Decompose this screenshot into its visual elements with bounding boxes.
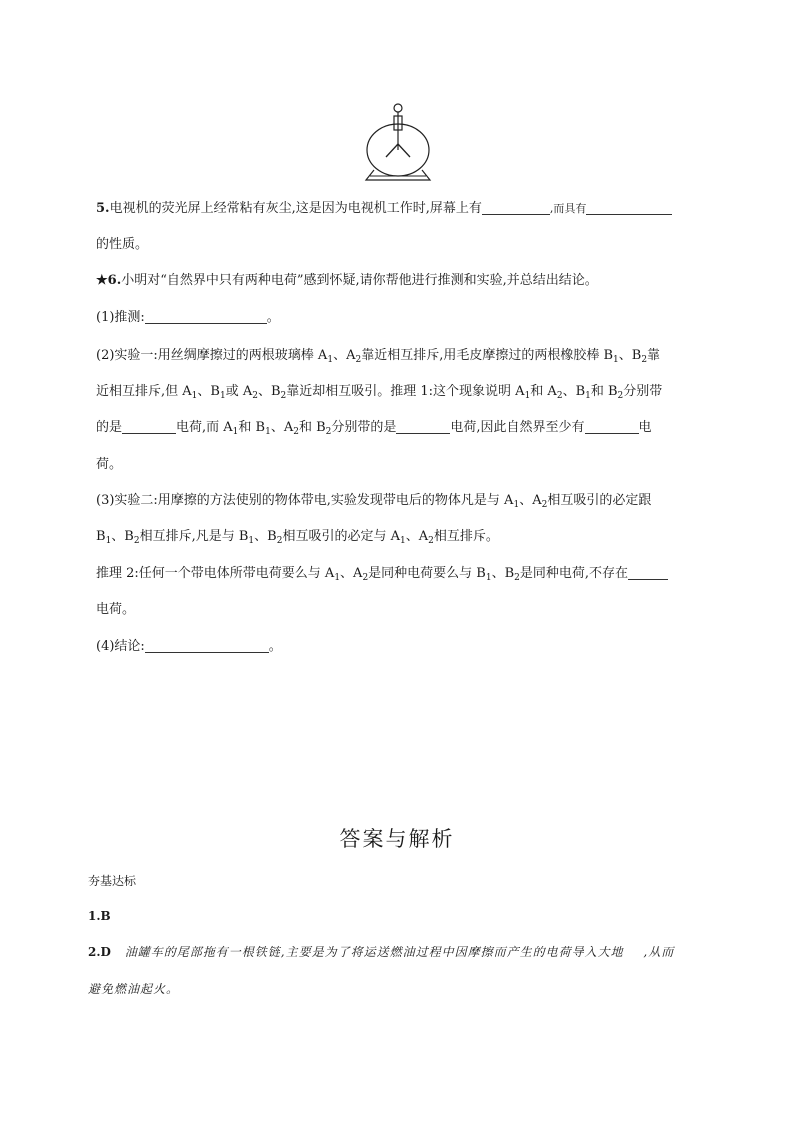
answers-section-label: 夯基达标 bbox=[88, 874, 137, 888]
q6-inference2-line1 bbox=[96, 564, 668, 584]
q6-p2-l3h: 电 bbox=[638, 420, 652, 435]
sub: 1 bbox=[232, 427, 239, 437]
q6-p4-label: (4)结论: bbox=[96, 639, 145, 654]
q6-inf2-a: 推理 2:任何一个带电体所带电荷要么与 A bbox=[96, 566, 335, 581]
q5-line1 bbox=[96, 199, 672, 219]
q6-p2-b: 、A bbox=[333, 348, 356, 363]
q6-part2-line2 bbox=[96, 382, 662, 402]
answers-title: 答案与解析 bbox=[339, 827, 455, 851]
q6-p3-l2g: 相互排斥。 bbox=[433, 529, 499, 544]
q6-p2-l3f: 分别带的是 bbox=[331, 420, 397, 435]
q6-p1-end: 。 bbox=[266, 310, 280, 325]
q6-p2-l3a: 的是 bbox=[96, 420, 123, 435]
answer-2-tail: ,从而 bbox=[643, 945, 675, 959]
answer-2-line2 bbox=[88, 980, 179, 998]
electroscope-diagram bbox=[360, 100, 440, 184]
q6-p2-c: 靠近相互排斥,用毛皮摩擦过的两根橡胶棒 B bbox=[361, 348, 614, 363]
q6-p2-l2g: 、B bbox=[562, 384, 586, 399]
electroscope-base bbox=[366, 170, 430, 180]
sub: 2 bbox=[280, 391, 287, 401]
q6-p2-blank-1[interactable] bbox=[122, 419, 176, 434]
q6-p3-a: (3)实验二:用摩擦的方法使别的物体带电,实验发现带电后的物体凡是与 A bbox=[96, 493, 514, 508]
sub: 2 bbox=[428, 536, 434, 546]
sub: 1 bbox=[248, 536, 255, 546]
answer-2-label: 2.D bbox=[88, 945, 111, 959]
q6-p3-l2f: 、A bbox=[405, 529, 429, 544]
q6-inference2-line2 bbox=[96, 600, 135, 620]
sub: 2 bbox=[276, 536, 283, 546]
sub: 1 bbox=[105, 536, 112, 546]
sub: 1 bbox=[524, 391, 531, 401]
q6-p1-label: (1)推测: bbox=[96, 310, 145, 325]
q6-p2-blank-2[interactable] bbox=[396, 419, 450, 434]
q6-p4-end: 。 bbox=[268, 639, 282, 654]
q6-intro-line bbox=[96, 271, 598, 291]
sub: 1 bbox=[485, 573, 492, 583]
q6-part2-line1 bbox=[96, 346, 660, 366]
q6-part3-line2 bbox=[96, 527, 499, 547]
q6-p3-c: 相互吸引的必定跟 bbox=[547, 493, 652, 508]
sub: 2 bbox=[355, 355, 362, 365]
q6-inf2-c: 是同种电荷要么与 B bbox=[368, 566, 486, 581]
sub: 2 bbox=[617, 391, 624, 401]
q6-inf2-blank[interactable] bbox=[628, 565, 668, 580]
q6-p1-blank[interactable] bbox=[145, 309, 267, 324]
q6-p4-blank[interactable] bbox=[145, 638, 269, 653]
q6-inf2-b: 、A bbox=[340, 566, 363, 581]
q6-intro: 小明对“自然界中只有两种电荷”感到怀疑,请你帮他进行推测和实验,并总结出结论。 bbox=[121, 273, 598, 288]
q5-text-a: 电视机的荧光屏上经常粘有灰尘,这是因为电视机工作时,屏幕上有 bbox=[109, 201, 482, 216]
electroscope-leaf-left bbox=[386, 144, 398, 157]
q6-number: 6. bbox=[107, 273, 122, 288]
answer-2-line2-text: 避免燃油起火。 bbox=[88, 982, 180, 996]
sub: 2 bbox=[556, 391, 563, 401]
q6-p2-l2h: 和 B bbox=[590, 384, 618, 399]
q5-number: 5. bbox=[96, 201, 110, 216]
sub: 1 bbox=[513, 500, 520, 510]
q6-p2-l3d: 、A bbox=[270, 420, 294, 435]
sub: 2 bbox=[514, 573, 520, 583]
answer-1-text: 1.B bbox=[88, 909, 111, 923]
answer-2-text: 油罐车的尾部拖有一根铁链,主要是为了将运送燃油过程中因摩擦而产生的电荷导入大地 bbox=[124, 945, 624, 959]
q6-part4 bbox=[96, 637, 282, 657]
q6-inf2-e: 是同种电荷,不存在 bbox=[519, 566, 629, 581]
answer-2-line1 bbox=[88, 943, 674, 961]
q6-p2-l2i: 分别带 bbox=[623, 384, 663, 399]
sub: 2 bbox=[325, 427, 332, 437]
q6-p2-l2b: 、B bbox=[197, 384, 220, 399]
sub: 1 bbox=[399, 536, 406, 546]
sub: 2 bbox=[293, 427, 299, 437]
q6-inf2-l2: 电荷。 bbox=[96, 602, 136, 617]
q5-blank-1[interactable] bbox=[482, 200, 550, 215]
q6-p2-l3b: 电荷,而 A bbox=[176, 420, 233, 435]
q6-p2-l3g: 电荷,因此自然界至少有 bbox=[450, 420, 585, 435]
sub: 2 bbox=[541, 500, 548, 510]
q6-p2-l2c: 或 A bbox=[225, 384, 253, 399]
q5-text-b: ,而具有 bbox=[549, 202, 587, 215]
electroscope-leaf-right bbox=[398, 144, 410, 157]
q6-p2-l3c: 和 B bbox=[238, 420, 266, 435]
q6-p2-l4: 荷。 bbox=[96, 457, 123, 472]
sub: 2 bbox=[362, 573, 369, 583]
sub: 1 bbox=[613, 355, 619, 365]
q6-part2-line4 bbox=[96, 455, 122, 475]
q6-p3-l2d: 、B bbox=[254, 529, 277, 544]
q6-p2-e: 靠 bbox=[647, 348, 661, 363]
q6-p2-l2a: 近相互排斥,但 A bbox=[96, 384, 192, 399]
q6-part1 bbox=[96, 308, 280, 328]
sub: 2 bbox=[641, 355, 648, 365]
sub: 1 bbox=[191, 391, 198, 401]
q6-p2-d: 、B bbox=[618, 348, 642, 363]
sub: 1 bbox=[585, 391, 591, 401]
sub: 2 bbox=[252, 391, 258, 401]
q5-line2 bbox=[96, 235, 148, 255]
q6-p3-b: 、A bbox=[519, 493, 542, 508]
q6-part3-line1 bbox=[96, 491, 651, 511]
q6-p3-l2b: 、B bbox=[111, 529, 134, 544]
sub: 1 bbox=[334, 573, 341, 583]
q5-text-c: 的性质。 bbox=[96, 237, 149, 252]
q6-p2-l2e: 靠近却相互吸引。推理 1:这个现象说明 A bbox=[286, 384, 525, 399]
answer-1 bbox=[88, 907, 111, 925]
sub: 1 bbox=[265, 427, 271, 437]
q6-p3-l2e: 相互吸引的必定与 A bbox=[282, 529, 400, 544]
sub: 1 bbox=[219, 391, 226, 401]
q6-p3-l2c: 相互排斥,凡是与 B bbox=[139, 529, 249, 544]
q6-p2-l2d: 、B bbox=[257, 384, 281, 399]
star-icon: ★ bbox=[96, 273, 108, 288]
q6-p2-l3e: 和 B bbox=[298, 420, 326, 435]
sub: 2 bbox=[133, 536, 140, 546]
q6-inf2-d: 、B bbox=[491, 566, 515, 581]
sub: 1 bbox=[327, 355, 334, 365]
electroscope-knob bbox=[394, 104, 402, 112]
q6-p3-l2a: B bbox=[96, 529, 106, 544]
q6-part2-line3 bbox=[96, 418, 652, 438]
q5-blank-2[interactable] bbox=[586, 200, 672, 215]
q6-p2-l2f: 和 A bbox=[530, 384, 557, 399]
q6-p2-blank-3[interactable] bbox=[585, 419, 639, 434]
q6-p2-a: (2)实验一:用丝绸摩擦过的两根玻璃棒 A bbox=[96, 348, 328, 363]
